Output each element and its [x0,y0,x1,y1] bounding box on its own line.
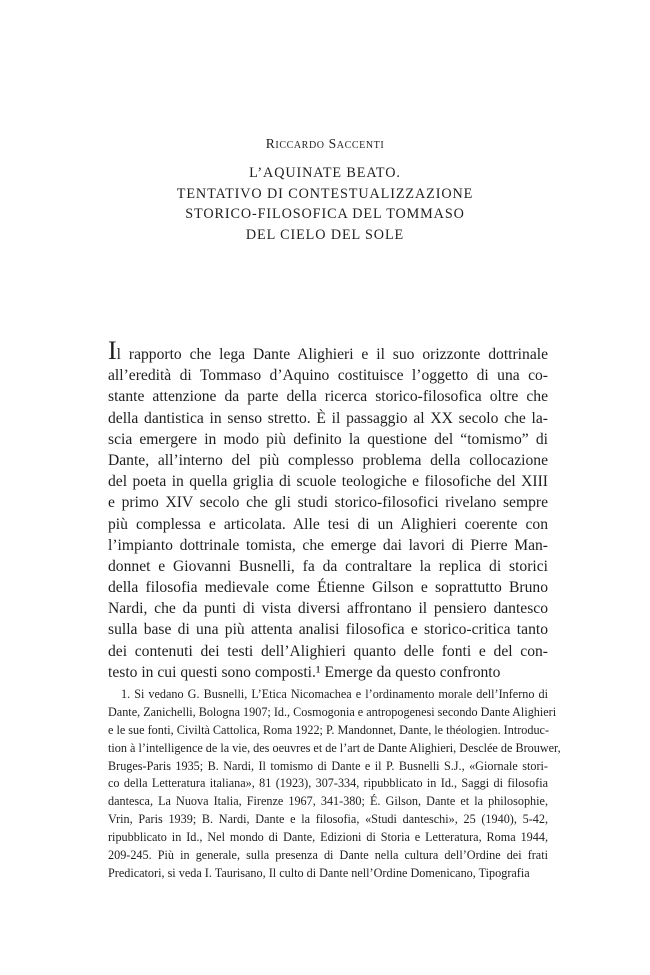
title-line: TENTATIVO DI CONTESTUALIZZAZIONE [176,185,474,202]
body-line: scia emergere in modo più definito la questione del “tomismo” di [108,430,548,448]
title-line: STORICO-FILOSOFICA DEL TOMMASO [185,206,465,222]
chapter-title [0,163,650,245]
body-line [108,336,548,365]
footnote-line: ripubblicato in Id., Nel mondo di Dante, Edizioni di Storia e Letteratura, Roma 1944, [108,830,548,845]
footnote [108,686,561,883]
footnote-line: tion à l’intelligence de la vie, des oeuvres et de l’art de Dante Alighieri, Desclée de Brouwer, [108,740,561,755]
body-line: testo in cui questi sono composti.¹ Emerge da questo confronto [108,663,501,681]
footnote-line: Vrin, Paris 1939; B. Nardi, Dante e la filosofia, «Studi danteschi», 25 (1940), 5-42, [108,812,548,827]
footnote-line: dantesca, La Nuova Italia, Firenze 1967, 341-380; É. Gilson, Dante et la philosophie, [108,794,548,809]
author-name: Riccardo Saccenti [265,136,385,151]
body-line: all’eredità di Tommaso d’Aquino costituisce l’oggetto di una co- [108,367,548,385]
title-line: DEL CIELO DEL SOLE [245,226,405,243]
footnote-line: e le sue fonti, Civiltà Cattolica, Roma 1922; P. Mandonnet, Dante, le théologien. Introduc- [108,722,550,737]
body-line: sulla base di una più attenta analisi filosofica e storico-critica tanto [108,621,548,639]
body-line-text: l rapporto che lega Dante Alighieri e il suo orizzonte dottrinale [116,346,548,363]
body-line: dei contenuti dei testi dell’Alighieri quanto delle fonti e del con- [108,642,548,660]
body-text [108,336,548,683]
drop-cap: I [108,336,117,365]
body-line: della dantistica in senso stretto. È il passaggio al XX secolo che la- [108,409,548,427]
body-line: stante attenzione da parte della ricerca storico-filosofica oltre che [108,388,548,406]
footnote-line: Bruges-Paris 1935; B. Nardi, Il tomismo di Dante e il P. Busnelli S.J., «Giornale stori- [108,758,548,773]
footnote-line: Predicatori, si veda I. Taurisano, Il culto di Dante nell’Ordine Domenicano, Tipografia [108,865,530,880]
body-line: e primo XIV secolo che gli studi storico-filosofici rivelano sempre [108,494,548,512]
body-line: Nardi, che da punti di vista diversi affrontano il pensiero dantesco [108,600,548,618]
body-line: l’impianto dottrinale tomista, che emerge dai lavori di Pierre Man- [108,536,548,554]
footnote-line: 209-245. Più in generale, sulla presenza di Dante nella cultura dell’Ordine dei frati [108,848,548,863]
title-line: L’AQUINATE BEATO. [249,165,401,181]
footnote-line: co della Letteratura italiana», 81 (1923), 307-334, ripubblicato in Id., Saggi di filosofia [108,776,548,791]
footnote-line: Dante, Zanichelli, Bologna 1907; Id., Cosmogonia e antropogenesi secondo Dante Alighieri [108,704,557,719]
body-line: del poeta in quella griglia di scuole teologiche e filosofiche del XIII [108,473,548,491]
body-line: della filosofia medievale come Étienne Gilson e soprattutto Bruno [108,579,548,597]
body-line: Dante, all’interno del più complesso problema della collocazione [108,451,548,469]
body-line: più complessa e articolata. Alle tesi di un Alighieri coerente con [108,515,548,533]
body-line: donnet e Giovanni Busnelli, fa da contraltare la replica di storici [108,557,548,575]
footnote-line: 1. Si vedano G. Busnelli, L’Etica Nicomachea e l’ordinamento morale dell’Inferno di [121,687,548,701]
